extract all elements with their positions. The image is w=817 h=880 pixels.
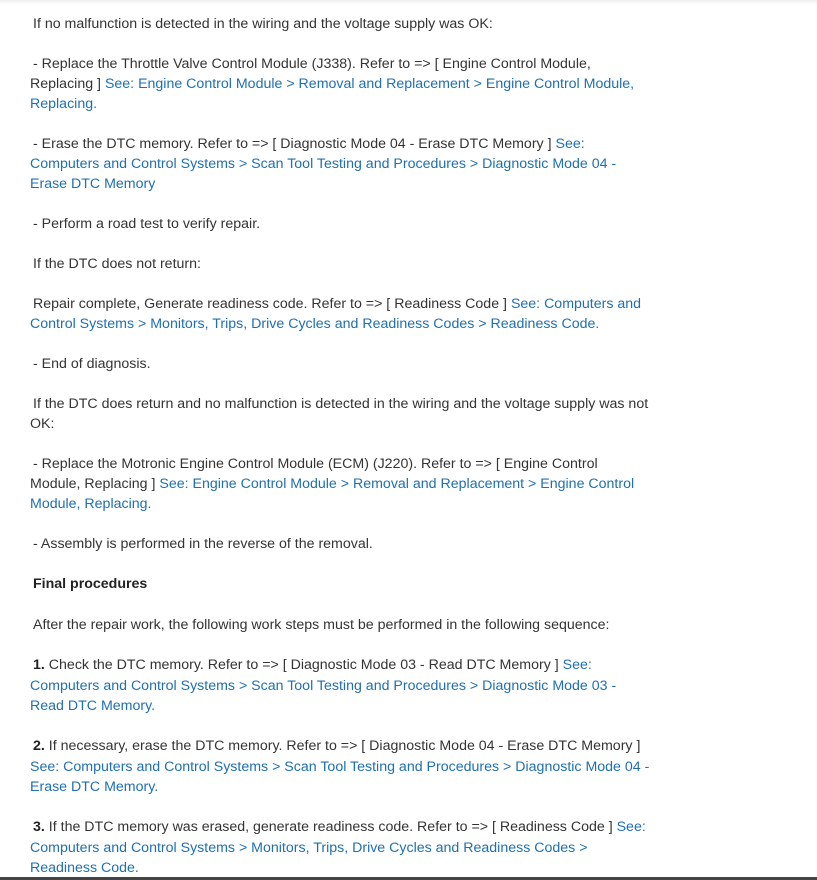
paragraph-repair-complete (30, 294, 652, 334)
erase-dtc-text: - Erase the DTC memory. Refer to => [ Diagnostic Mode 04 - Erase DTC Memory ] (33, 136, 552, 152)
step-3-text: If the DTC memory was erased, generate readiness code. Refer to => [ Readiness Code ] (48, 819, 613, 835)
link-engine-control-module-2[interactable]: See: Engine Control Module > Removal and Replacement > Engine Control Module, Replacing. (30, 476, 635, 512)
step-2-text: If necessary, erase the DTC memory. Refer to => [ Diagnostic Mode 04 - Erase DTC Memory ] (48, 738, 641, 754)
step-3 (30, 817, 652, 879)
step-3-number: 3. (33, 819, 45, 835)
step-2-number: 2. (33, 738, 45, 754)
step-1-text: Check the DTC memory. Refer to => [ Diagnostic Mode 03 - Read DTC Memory ] (48, 657, 559, 673)
link-engine-control-module-1[interactable]: See: Engine Control Module > Removal and Replacement > Engine Control Module, Replacing. (30, 76, 635, 112)
paragraph-end-diagnosis: - End of diagnosis. (33, 356, 151, 372)
step-1-number: 1. (33, 657, 45, 673)
paragraph-road-test: - Perform a road test to verify repair. (33, 216, 261, 232)
repair-complete-text: Repair complete, Generate readiness code. Refer to => [ Readiness Code ] (33, 296, 507, 312)
paragraph-dtc-return (30, 394, 652, 434)
link-read-dtc-memory[interactable]: See: Computers and Control Systems > Scan Tool Testing and Procedures > Diagnostic Mode 03 - Read DTC Memory. (30, 657, 617, 714)
link-readiness-code-2[interactable]: See: Computers and Control Systems > Monitors, Trips, Drive Cycles and Readiness Codes > Readiness Code. (30, 819, 646, 876)
link-erase-dtc-memory-1[interactable]: See: Computers and Control Systems > Scan Tool Testing and Procedures > Diagnostic Mode 04 - Erase DTC Memory (30, 136, 617, 192)
paragraph-erase-dtc (30, 134, 652, 194)
paragraph-assembly: - Assembly is performed in the reverse of the removal. (33, 536, 373, 552)
dtc-return-text: If the DTC does return and no malfunction is detected in the wiring and the voltage supply was not OK: (30, 396, 649, 432)
replace-throttle-text: - Replace the Throttle Valve Control Module (J338). Refer to => [ Engine Control Module, Replacing ] (30, 56, 591, 92)
heading-final-procedures: Final procedures (33, 576, 148, 592)
link-erase-dtc-memory-2[interactable]: See: Computers and Control Systems > Scan Tool Testing and Procedures > Diagnostic Mode 04 - Erase DTC Memory. (30, 758, 650, 795)
step-1 (30, 655, 652, 717)
paragraph-no-malfunction: If no malfunction is detected in the wiring and the voltage supply was OK: (33, 16, 493, 32)
paragraph-dtc-not-return: If the DTC does not return: (33, 256, 201, 272)
paragraph-replace-ecm (30, 454, 652, 514)
top-shadow (0, 0, 817, 4)
paragraph-replace-throttle (30, 54, 652, 114)
replace-ecm-text: - Replace the Motronic Engine Control Module (ECM) (J220). Refer to => [ Engine Control Module, Replacing ] (30, 456, 598, 492)
paragraph-after-repair: After the repair work, the following work steps must be performed in the following sequence: (33, 617, 610, 633)
step-2 (30, 736, 652, 798)
link-readiness-code-1[interactable]: See: Computers and Control Systems > Monitors, Trips, Drive Cycles and Readiness Codes > Readiness Code. (30, 296, 642, 332)
